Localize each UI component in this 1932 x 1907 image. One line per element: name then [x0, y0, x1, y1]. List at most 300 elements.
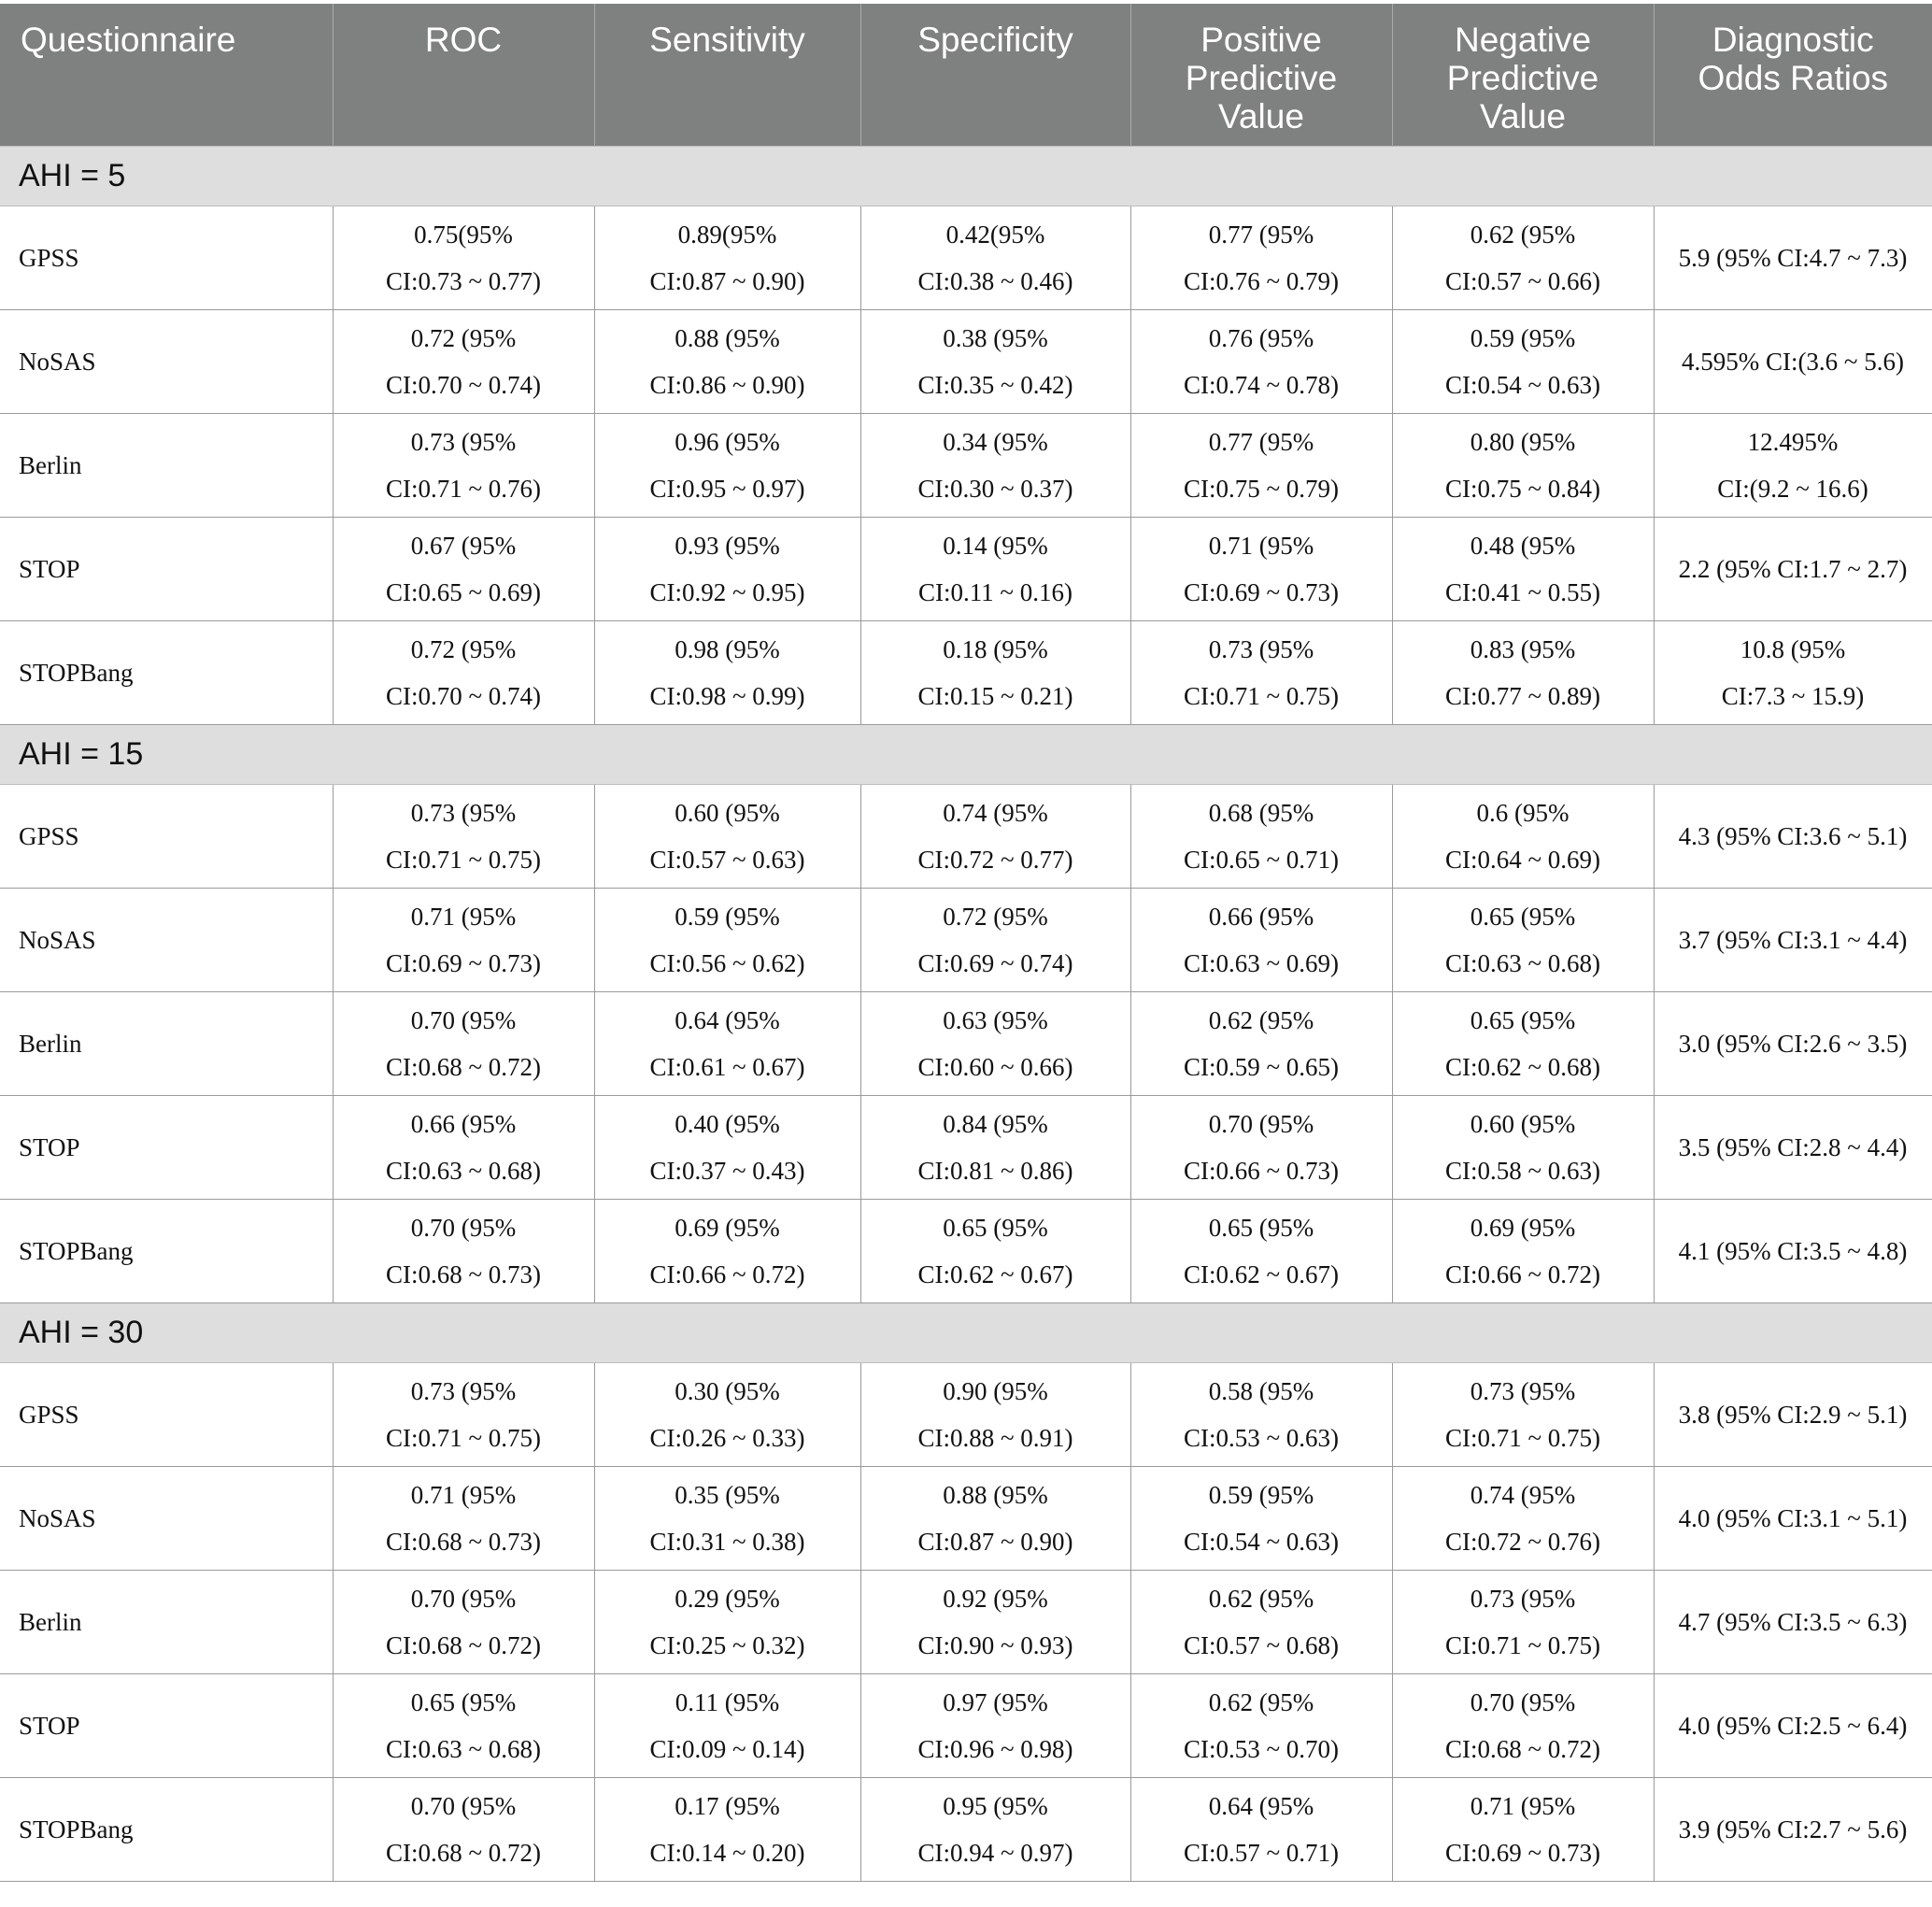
cell-roc — [333, 1466, 594, 1570]
cell-line: 0.77 (95% — [1208, 220, 1314, 249]
cell-ppv — [1130, 309, 1392, 413]
cell-line: CI:0.68 ~ 0.72) — [385, 1838, 542, 1867]
cell-line: CI:0.76 ~ 0.79) — [1183, 266, 1340, 295]
cell-sensitivity — [594, 517, 860, 620]
cell-ppv — [1130, 784, 1392, 888]
cell-roc — [333, 206, 594, 309]
cell-line: 0.48 (95% — [1470, 531, 1576, 560]
cell-line: CI:0.53 ~ 0.63) — [1183, 1423, 1340, 1452]
cell-line: 0.67 (95% — [410, 531, 517, 560]
cell-line: 0.74 (95% — [943, 798, 1048, 827]
cell-line: CI:0.65 ~ 0.71) — [1183, 845, 1340, 874]
questionnaire-name: NoSAS — [0, 1466, 333, 1570]
cell-sensitivity — [594, 784, 860, 888]
cell-roc — [333, 1199, 594, 1302]
cell-line: 0.64 (95% — [675, 1005, 780, 1034]
table-row — [0, 517, 1932, 620]
cell-npv — [1392, 1095, 1654, 1199]
cell-dor — [1654, 413, 1932, 517]
cell-line: CI:0.62 ~ 0.67) — [1183, 1259, 1340, 1288]
cell-line: 0.72 (95% — [410, 323, 517, 352]
cell-sensitivity — [594, 413, 860, 517]
cell-specificity — [860, 309, 1130, 413]
cell-sensitivity — [594, 1362, 860, 1466]
questionnaire-name: STOP — [0, 1673, 333, 1777]
cell-line: 0.58 (95% — [1208, 1376, 1314, 1405]
header-questionnaire: Questionnaire — [0, 4, 333, 146]
cell-roc — [333, 1777, 594, 1881]
questionnaire-name: STOPBang — [0, 1199, 333, 1302]
cell-line: 0.95 (95% — [943, 1791, 1048, 1820]
cell-line: CI:0.74 ~ 0.78) — [1183, 370, 1340, 399]
table-row — [0, 309, 1932, 413]
cell-line: CI:0.62 ~ 0.68) — [1444, 1052, 1601, 1081]
cell-line: CI:0.65 ~ 0.69) — [385, 577, 542, 606]
cell-sensitivity — [594, 1199, 860, 1302]
cell-line: 0.74 (95% — [1470, 1480, 1576, 1509]
cell-line: CI:0.63 ~ 0.68) — [1444, 948, 1601, 977]
cell-line: CI:0.94 ~ 0.97) — [917, 1838, 1073, 1867]
cell-line: CI:0.71 ~ 0.75) — [1183, 681, 1340, 710]
cell-line: 0.14 (95% — [943, 531, 1048, 560]
cell-npv — [1392, 517, 1654, 620]
cell-line: 0.73 (95% — [410, 427, 517, 456]
cell-line: CI:0.87 ~ 0.90) — [917, 1527, 1073, 1556]
cell-line: 0.72 (95% — [410, 634, 517, 663]
cell-line: 0.89(95% — [677, 220, 777, 249]
cell-line: CI:0.38 ~ 0.46) — [917, 266, 1073, 295]
cell-line: 0.29 (95% — [675, 1584, 780, 1613]
cell-line: CI:0.70 ~ 0.74) — [385, 681, 542, 710]
table-row — [0, 1673, 1932, 1777]
cell-line: 0.73 (95% — [1208, 634, 1314, 663]
table-row — [0, 206, 1932, 309]
cell-npv — [1392, 991, 1654, 1095]
cell-line: CI:0.66 ~ 0.72) — [649, 1259, 805, 1288]
cell-line: 0.62 (95% — [1208, 1687, 1314, 1716]
cell-line: 10.8 (95% — [1740, 634, 1846, 663]
cell-npv — [1392, 1777, 1654, 1881]
cell-line: 0.11 (95% — [675, 1687, 780, 1716]
cell-line: CI:0.72 ~ 0.77) — [917, 845, 1073, 874]
cell-sensitivity — [594, 620, 860, 724]
cell-line: 0.65 (95% — [1208, 1213, 1314, 1242]
cell-line: 0.65 (95% — [410, 1687, 517, 1716]
cell-line: CI:0.68 ~ 0.73) — [385, 1259, 542, 1288]
cell-line: CI:0.72 ~ 0.76) — [1444, 1527, 1601, 1556]
cell-line: 0.38 (95% — [943, 323, 1048, 352]
cell-dor — [1654, 1362, 1932, 1466]
cell-specificity — [860, 206, 1130, 309]
cell-line: CI:0.71 ~ 0.75) — [1444, 1630, 1601, 1659]
cell-line: 0.59 (95% — [675, 902, 780, 931]
cell-line: 3.9 (95% CI:2.7 ~ 5.6) — [1678, 1814, 1908, 1843]
cell-line: CI:0.60 ~ 0.66) — [917, 1052, 1073, 1081]
cell-ppv — [1130, 620, 1392, 724]
cell-line: 0.70 (95% — [410, 1791, 517, 1820]
cell-dor — [1654, 1570, 1932, 1673]
header-diagnostic-odds-ratios: Diagnostic Odds Ratios — [1654, 4, 1932, 146]
cell-dor — [1654, 784, 1932, 888]
cell-line: CI:0.57 ~ 0.68) — [1183, 1630, 1340, 1659]
cell-line: CI:0.64 ~ 0.69) — [1444, 845, 1601, 874]
cell-line: 4.595% CI:(3.6 ~ 5.6) — [1681, 347, 1905, 376]
cell-line: CI:7.3 ~ 15.9) — [1721, 681, 1865, 710]
cell-line: 4.0 (95% CI:3.1 ~ 5.1) — [1678, 1503, 1908, 1532]
cell-line: CI:0.68 ~ 0.72) — [385, 1630, 542, 1659]
cell-line: 0.93 (95% — [675, 531, 780, 560]
cell-line: 0.18 (95% — [943, 634, 1048, 663]
cell-line: 0.71 (95% — [410, 1480, 517, 1509]
cell-line: 0.98 (95% — [675, 634, 780, 663]
cell-line: 4.3 (95% CI:3.6 ~ 5.1) — [1678, 821, 1908, 850]
cell-line: 0.70 (95% — [1470, 1687, 1576, 1716]
cell-npv — [1392, 1466, 1654, 1570]
cell-line: 3.0 (95% CI:2.6 ~ 3.5) — [1678, 1029, 1908, 1058]
cell-line: 0.80 (95% — [1470, 427, 1576, 456]
cell-dor — [1654, 1673, 1932, 1777]
cell-npv — [1392, 888, 1654, 991]
cell-line: 0.70 (95% — [410, 1584, 517, 1613]
cell-line: 0.92 (95% — [943, 1584, 1048, 1613]
table-body — [0, 146, 1932, 1881]
cell-line: 0.34 (95% — [943, 427, 1048, 456]
group-label: AHI = 15 — [0, 724, 1932, 784]
table-row — [0, 1777, 1932, 1881]
cell-ppv — [1130, 1466, 1392, 1570]
cell-roc — [333, 517, 594, 620]
cell-dor — [1654, 1466, 1932, 1570]
cell-roc — [333, 1362, 594, 1466]
cell-line: 3.8 (95% CI:2.9 ~ 5.1) — [1678, 1400, 1908, 1429]
cell-line: CI:0.53 ~ 0.70) — [1183, 1734, 1340, 1763]
cell-roc — [333, 1570, 594, 1673]
cell-line: CI:0.87 ~ 0.90) — [649, 266, 805, 295]
cell-npv — [1392, 206, 1654, 309]
cell-line: 0.96 (95% — [675, 427, 780, 456]
cell-specificity — [860, 1362, 1130, 1466]
header-positive-predictive-value: Positive Predictive Value — [1130, 4, 1392, 146]
cell-ppv — [1130, 206, 1392, 309]
cell-sensitivity — [594, 1095, 860, 1199]
cell-line: CI:(9.2 ~ 16.6) — [1717, 474, 1868, 503]
cell-line: CI:0.11 ~ 0.16) — [917, 577, 1073, 606]
cell-specificity — [860, 1466, 1130, 1570]
cell-ppv — [1130, 1777, 1392, 1881]
cell-line: CI:0.66 ~ 0.72) — [1444, 1259, 1601, 1288]
diagnostic-performance-table — [0, 4, 1932, 1882]
cell-line: CI:0.69 ~ 0.73) — [385, 948, 542, 977]
cell-line: CI:0.57 ~ 0.66) — [1444, 266, 1601, 295]
cell-sensitivity — [594, 1673, 860, 1777]
questionnaire-name: STOP — [0, 517, 333, 620]
cell-line: 0.73 (95% — [1470, 1376, 1576, 1405]
cell-line: 0.65 (95% — [1470, 902, 1576, 931]
cell-line: CI:0.71 ~ 0.75) — [385, 845, 542, 874]
table-row — [0, 888, 1932, 991]
cell-specificity — [860, 517, 1130, 620]
cell-roc — [333, 888, 594, 991]
cell-roc — [333, 413, 594, 517]
group-row — [0, 146, 1932, 206]
cell-line: 0.76 (95% — [1208, 323, 1314, 352]
cell-line: 0.35 (95% — [675, 1480, 780, 1509]
group-row — [0, 1302, 1932, 1362]
cell-line: CI:0.95 ~ 0.97) — [649, 474, 805, 503]
cell-line: 0.59 (95% — [1208, 1480, 1314, 1509]
cell-line: CI:0.69 ~ 0.73) — [1183, 577, 1340, 606]
cell-line: CI:0.68 ~ 0.73) — [385, 1527, 542, 1556]
cell-line: CI:0.31 ~ 0.38) — [649, 1527, 805, 1556]
cell-line: 0.63 (95% — [943, 1005, 1048, 1034]
cell-line: 0.65 (95% — [1470, 1005, 1576, 1034]
cell-dor — [1654, 1095, 1932, 1199]
cell-dor — [1654, 206, 1932, 309]
cell-line: CI:0.30 ~ 0.37) — [917, 474, 1073, 503]
table-row — [0, 991, 1932, 1095]
cell-line: 0.40 (95% — [675, 1109, 780, 1138]
questionnaire-name: Berlin — [0, 1570, 333, 1673]
cell-sensitivity — [594, 1466, 860, 1570]
cell-line: 0.62 (95% — [1208, 1005, 1314, 1034]
cell-ppv — [1130, 1673, 1392, 1777]
cell-line: CI:0.09 ~ 0.14) — [649, 1734, 805, 1763]
cell-roc — [333, 620, 594, 724]
header-specificity: Specificity — [860, 4, 1130, 146]
cell-line: 4.1 (95% CI:3.5 ~ 4.8) — [1678, 1236, 1908, 1265]
cell-line: CI:0.71 ~ 0.75) — [1444, 1423, 1601, 1452]
cell-line: 0.83 (95% — [1470, 634, 1576, 663]
cell-npv — [1392, 1570, 1654, 1673]
header-negative-predictive-value: Negative Predictive Value — [1392, 4, 1654, 146]
cell-line: 0.60 (95% — [675, 798, 780, 827]
cell-line: 0.69 (95% — [1470, 1213, 1576, 1242]
cell-line: CI:0.86 ~ 0.90) — [649, 370, 805, 399]
cell-line: CI:0.68 ~ 0.72) — [1444, 1734, 1601, 1763]
cell-line: 0.66 (95% — [1208, 902, 1314, 931]
cell-dor — [1654, 517, 1932, 620]
cell-line: CI:0.98 ~ 0.99) — [649, 681, 805, 710]
cell-dor — [1654, 888, 1932, 991]
cell-line: CI:0.61 ~ 0.67) — [649, 1052, 805, 1081]
questionnaire-name: STOPBang — [0, 1777, 333, 1881]
cell-line: CI:0.63 ~ 0.69) — [1183, 948, 1340, 977]
cell-specificity — [860, 1570, 1130, 1673]
cell-line: 0.72 (95% — [943, 902, 1048, 931]
cell-specificity — [860, 413, 1130, 517]
cell-dor — [1654, 1777, 1932, 1881]
cell-line: 0.6 (95% — [1476, 798, 1570, 827]
cell-line: 0.60 (95% — [1470, 1109, 1576, 1138]
cell-specificity — [860, 888, 1130, 991]
cell-line: 0.88 (95% — [943, 1480, 1048, 1509]
cell-ppv — [1130, 1095, 1392, 1199]
cell-line: 0.65 (95% — [943, 1213, 1048, 1242]
cell-line: CI:0.73 ~ 0.77) — [385, 266, 542, 295]
cell-ppv — [1130, 517, 1392, 620]
cell-npv — [1392, 620, 1654, 724]
cell-dor — [1654, 620, 1932, 724]
table-row — [0, 784, 1932, 888]
cell-line: CI:0.75 ~ 0.79) — [1183, 474, 1340, 503]
cell-line: CI:0.88 ~ 0.91) — [917, 1423, 1073, 1452]
cell-sensitivity — [594, 1777, 860, 1881]
cell-line: 0.88 (95% — [675, 323, 780, 352]
cell-line: CI:0.68 ~ 0.72) — [385, 1052, 542, 1081]
cell-specificity — [860, 1199, 1130, 1302]
cell-line: 0.62 (95% — [1470, 220, 1576, 249]
cell-ppv — [1130, 1570, 1392, 1673]
cell-roc — [333, 309, 594, 413]
cell-line: CI:0.26 ~ 0.33) — [649, 1423, 805, 1452]
cell-line: 0.77 (95% — [1208, 427, 1314, 456]
cell-line: CI:0.63 ~ 0.68) — [385, 1156, 542, 1185]
cell-line: CI:0.41 ~ 0.55) — [1444, 577, 1601, 606]
cell-specificity — [860, 1673, 1130, 1777]
cell-line: CI:0.90 ~ 0.93) — [917, 1630, 1073, 1659]
table-header — [0, 4, 1932, 146]
table-row — [0, 1570, 1932, 1673]
cell-line: 0.68 (95% — [1208, 798, 1314, 827]
cell-line: CI:0.75 ~ 0.84) — [1444, 474, 1601, 503]
cell-line: CI:0.58 ~ 0.63) — [1444, 1156, 1601, 1185]
cell-roc — [333, 784, 594, 888]
questionnaire-name: Berlin — [0, 413, 333, 517]
cell-line: 0.90 (95% — [943, 1376, 1048, 1405]
questionnaire-name: Berlin — [0, 991, 333, 1095]
cell-dor — [1654, 991, 1932, 1095]
cell-sensitivity — [594, 888, 860, 991]
group-row — [0, 724, 1932, 784]
cell-line: 0.70 (95% — [410, 1005, 517, 1034]
cell-line: CI:0.66 ~ 0.73) — [1183, 1156, 1340, 1185]
cell-line: 0.71 (95% — [1470, 1791, 1576, 1820]
cell-roc — [333, 991, 594, 1095]
cell-line: CI:0.25 ~ 0.32) — [649, 1630, 805, 1659]
cell-npv — [1392, 1673, 1654, 1777]
cell-npv — [1392, 1362, 1654, 1466]
header-sensitivity: Sensitivity — [594, 4, 860, 146]
questionnaire-name: GPSS — [0, 206, 333, 309]
cell-line: 0.73 (95% — [1470, 1584, 1576, 1613]
questionnaire-name: GPSS — [0, 784, 333, 888]
cell-specificity — [860, 1095, 1130, 1199]
cell-line: 12.495% — [1747, 427, 1839, 456]
cell-line: 5.9 (95% CI:4.7 ~ 7.3) — [1678, 243, 1908, 272]
header-roc: ROC — [333, 4, 594, 146]
group-label: AHI = 30 — [0, 1302, 1932, 1362]
cell-line: 0.66 (95% — [410, 1109, 517, 1138]
cell-line: 0.70 (95% — [410, 1213, 517, 1242]
table-row — [0, 413, 1932, 517]
cell-line: CI:0.62 ~ 0.67) — [917, 1259, 1073, 1288]
cell-line: 4.0 (95% CI:2.5 ~ 6.4) — [1678, 1711, 1908, 1740]
questionnaire-name: STOPBang — [0, 620, 333, 724]
cell-roc — [333, 1095, 594, 1199]
table-row — [0, 620, 1932, 724]
cell-line: CI:0.35 ~ 0.42) — [917, 370, 1073, 399]
cell-ppv — [1130, 991, 1392, 1095]
cell-line: CI:0.70 ~ 0.74) — [385, 370, 542, 399]
table-row — [0, 1199, 1932, 1302]
cell-npv — [1392, 784, 1654, 888]
cell-sensitivity — [594, 309, 860, 413]
cell-specificity — [860, 1777, 1130, 1881]
table-row — [0, 1466, 1932, 1570]
cell-line: 0.30 (95% — [675, 1376, 780, 1405]
cell-line: CI:0.96 ~ 0.98) — [917, 1734, 1073, 1763]
cell-sensitivity — [594, 1570, 860, 1673]
cell-line: 3.7 (95% CI:3.1 ~ 4.4) — [1678, 925, 1908, 954]
table-row — [0, 1362, 1932, 1466]
cell-line: CI:0.77 ~ 0.89) — [1444, 681, 1601, 710]
cell-line: CI:0.57 ~ 0.63) — [649, 845, 805, 874]
cell-roc — [333, 1673, 594, 1777]
cell-line: CI:0.71 ~ 0.76) — [385, 474, 542, 503]
cell-line: CI:0.54 ~ 0.63) — [1444, 370, 1601, 399]
questionnaire-name: NoSAS — [0, 888, 333, 991]
table-row — [0, 1095, 1932, 1199]
cell-line: 0.73 (95% — [410, 798, 517, 827]
cell-line: CI:0.54 ~ 0.63) — [1183, 1527, 1340, 1556]
cell-npv — [1392, 413, 1654, 517]
cell-ppv — [1130, 888, 1392, 991]
cell-line: CI:0.81 ~ 0.86) — [917, 1156, 1073, 1185]
cell-line: CI:0.59 ~ 0.65) — [1183, 1052, 1340, 1081]
cell-ppv — [1130, 413, 1392, 517]
cell-line: 0.84 (95% — [943, 1109, 1048, 1138]
cell-dor — [1654, 309, 1932, 413]
cell-line: 0.64 (95% — [1208, 1791, 1314, 1820]
header-row — [0, 4, 1932, 146]
cell-line: 0.17 (95% — [675, 1791, 780, 1820]
cell-line: 0.73 (95% — [410, 1376, 517, 1405]
cell-line: 4.7 (95% CI:3.5 ~ 6.3) — [1678, 1607, 1908, 1636]
cell-sensitivity — [594, 991, 860, 1095]
cell-specificity — [860, 991, 1130, 1095]
cell-specificity — [860, 620, 1130, 724]
cell-line: 0.97 (95% — [943, 1687, 1048, 1716]
cell-line: 0.69 (95% — [675, 1213, 780, 1242]
cell-line: 0.71 (95% — [1208, 531, 1314, 560]
cell-line: 2.2 (95% CI:1.7 ~ 2.7) — [1678, 554, 1908, 583]
cell-line: CI:0.63 ~ 0.68) — [385, 1734, 542, 1763]
cell-line: CI:0.92 ~ 0.95) — [649, 577, 805, 606]
questionnaire-name: NoSAS — [0, 309, 333, 413]
cell-sensitivity — [594, 206, 860, 309]
cell-line: CI:0.37 ~ 0.43) — [649, 1156, 805, 1185]
cell-npv — [1392, 309, 1654, 413]
cell-line: 0.75(95% — [414, 220, 513, 249]
cell-line: CI:0.71 ~ 0.75) — [385, 1423, 542, 1452]
cell-line: 3.5 (95% CI:2.8 ~ 4.4) — [1678, 1132, 1908, 1161]
cell-line: CI:0.57 ~ 0.71) — [1183, 1838, 1340, 1867]
cell-dor — [1654, 1199, 1932, 1302]
cell-line: 0.62 (95% — [1208, 1584, 1314, 1613]
cell-line: 0.42(95% — [945, 220, 1045, 249]
cell-line: 0.59 (95% — [1470, 323, 1576, 352]
questionnaire-name: GPSS — [0, 1362, 333, 1466]
cell-npv — [1392, 1199, 1654, 1302]
group-label: AHI = 5 — [0, 146, 1932, 206]
cell-line: CI:0.69 ~ 0.74) — [917, 948, 1073, 977]
cell-line: 0.70 (95% — [1208, 1109, 1314, 1138]
cell-ppv — [1130, 1199, 1392, 1302]
cell-line: CI:0.56 ~ 0.62) — [649, 948, 805, 977]
cell-ppv — [1130, 1362, 1392, 1466]
cell-line: CI:0.69 ~ 0.73) — [1444, 1838, 1601, 1867]
cell-line: 0.71 (95% — [410, 902, 517, 931]
